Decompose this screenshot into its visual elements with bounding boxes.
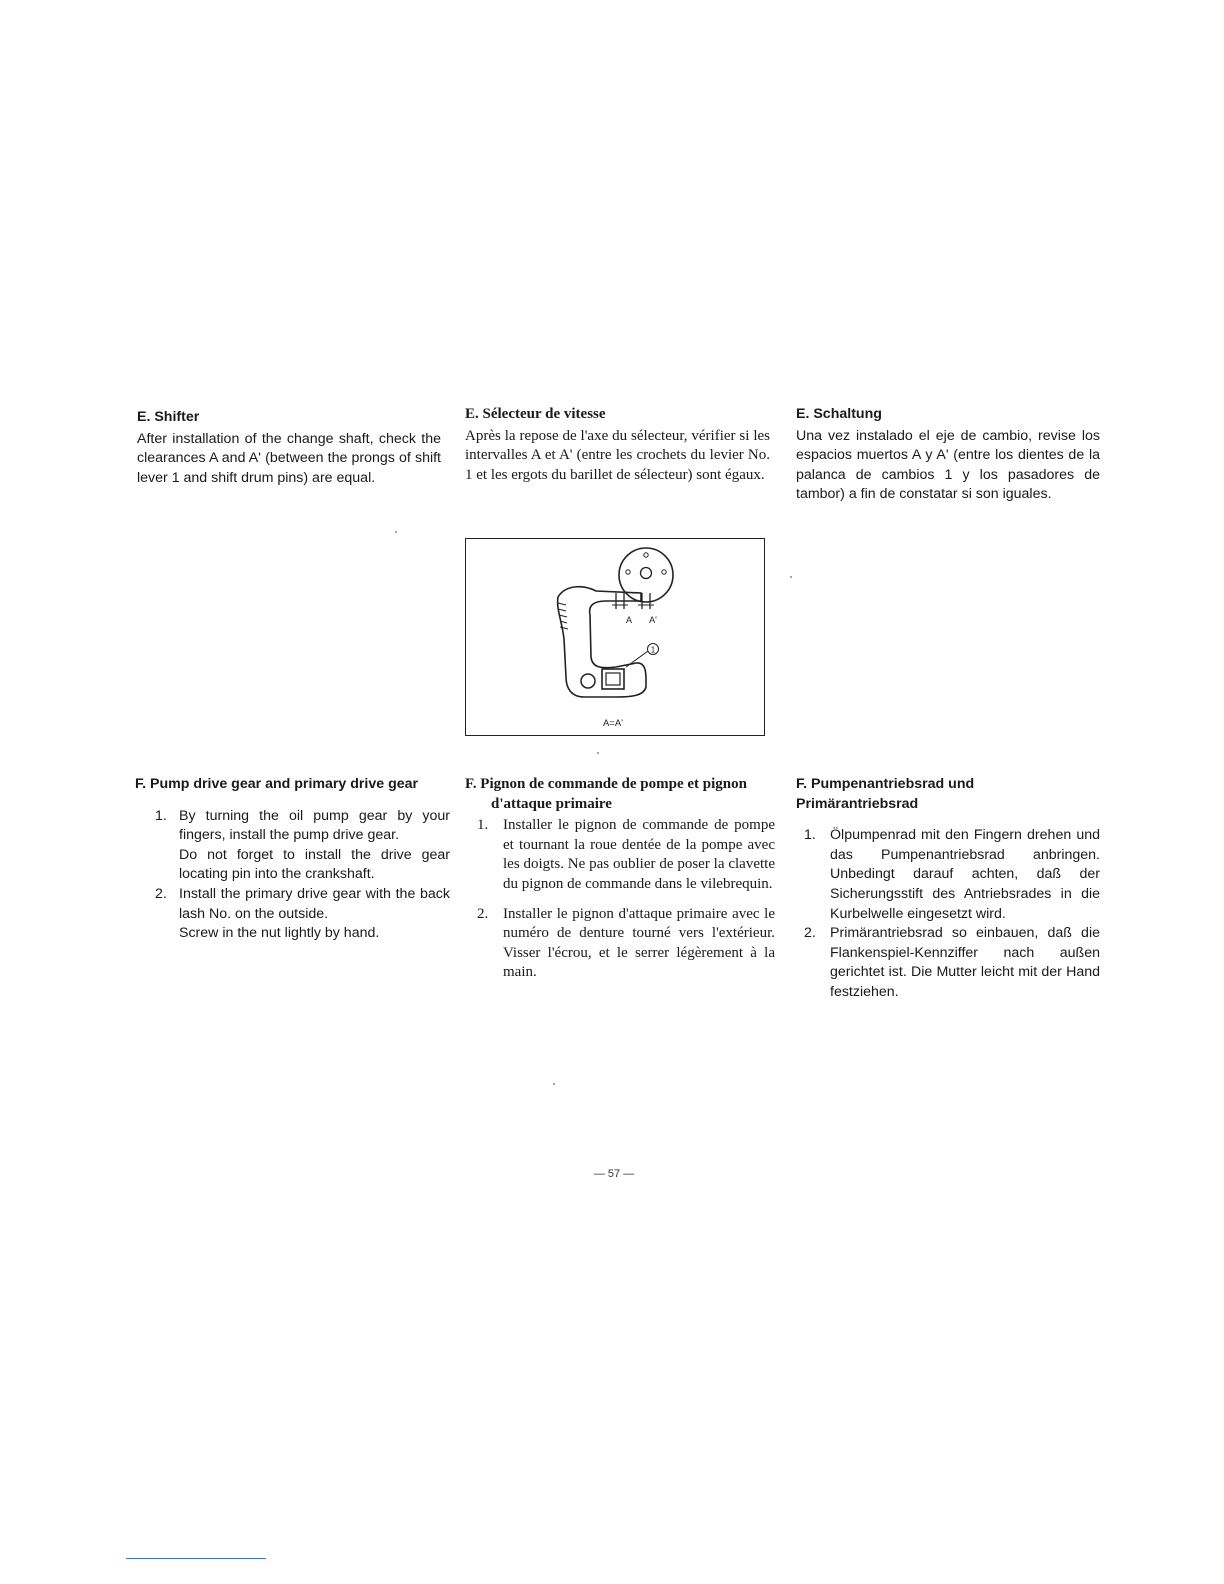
scan-speck xyxy=(395,531,397,533)
english-section-f xyxy=(135,775,450,944)
french-section-e-title: E. Sélecteur de vitesse xyxy=(465,406,606,422)
scan-speck xyxy=(597,752,599,754)
step-text: Do not forget to install the drive gear locating pin into the crankshaft. xyxy=(179,846,450,883)
list-item xyxy=(135,885,450,944)
list-item xyxy=(465,816,775,894)
footer-rule xyxy=(126,1558,266,1559)
list-item xyxy=(796,826,1100,924)
french-section-f-title: F. Pignon de commande de pompe et pignon d'attaque primaire xyxy=(465,776,747,812)
step-text: By turning the oil pump gear by your fingers, install the pump drive gear. xyxy=(179,807,450,844)
step-number: 2. xyxy=(155,885,167,902)
german-section-f xyxy=(796,775,1100,1003)
french-section-f xyxy=(465,775,775,983)
english-section-e-title: E. Shifter xyxy=(137,409,200,425)
figure-label-a-prime: A' xyxy=(649,615,657,625)
german-section-f-title: F. Pumpenantriebsrad und Primärantriebsrad xyxy=(796,776,975,812)
shift-lever-diagram xyxy=(466,539,763,734)
figure-caption: A=A' xyxy=(602,718,624,729)
step-number: 1. xyxy=(804,827,816,844)
french-section-e-body: Après la repose de l'axe du sélecteur, vérifier si les intervalles A et A' (entre les crochets du levier No. 1 et les ergots du barillet de sélecteur) sont égaux. xyxy=(465,427,770,483)
shift-lever-figure xyxy=(465,538,765,736)
step-text: Installer le pignon d'attaque primaire avec le numéro de denture tourné vers l'extérieur. Visser l'écrou, et le serrer légèrement à la main. xyxy=(503,905,775,981)
figure-label-a: A xyxy=(625,615,633,625)
list-item xyxy=(465,905,775,983)
list-item xyxy=(135,807,450,885)
spanish-section-e xyxy=(796,405,1100,505)
step-text: Install the primary drive gear with the back lash No. on the outside. xyxy=(179,885,450,922)
english-section-f-title: F. Pump drive gear and primary drive gear xyxy=(135,776,419,792)
french-section-f-steps xyxy=(465,816,775,983)
step-text: Primärantriebsrad so einbauen, daß die Flankenspiel-Kennziffer nach außen gerichtet ist. Die Mutter leicht mit der Hand festziehen. xyxy=(830,925,1100,1000)
page-number: — 57 — xyxy=(593,1168,635,1180)
french-section-e xyxy=(465,405,770,485)
step-number: 2. xyxy=(804,925,816,942)
step-number: 2. xyxy=(477,905,489,922)
list-item xyxy=(796,924,1100,1002)
step-text: Installer le pignon de commande de pompe et tournant la roue dentée de la pompe avec les doigts. Ne pas oublier de poser la clavette du pignon de commande dans le vilebrequin. xyxy=(503,817,775,892)
step-number: 1. xyxy=(155,807,167,824)
english-section-f-steps xyxy=(135,807,450,944)
step-number: 1. xyxy=(477,817,489,834)
spanish-section-e-title: E. Schaltung xyxy=(796,406,882,422)
step-text: Screw in the nut lightly by hand. xyxy=(179,925,380,942)
scan-speck xyxy=(553,1083,555,1085)
spanish-section-e-body: Una vez instalado el eje de cambio, revise los espacios muertos A y A' (entre los dientes de la palanca de cambios 1 y los pasadores de tambor) a fin de constatar si son iguales. xyxy=(796,427,1100,503)
english-section-e-body: After installation of the change shaft, check the clearances A and A' (between the prongs of shift lever 1 and shift drum pins) are equal. xyxy=(137,430,441,486)
scan-speck xyxy=(790,576,792,578)
german-section-f-steps xyxy=(796,826,1100,1002)
english-section-e xyxy=(137,408,441,488)
step-text: Ölpumpenrad mit den Fingern drehen und das Pumpenantriebsrad anbringen. Unbedingt darauf achten, daß der Sicherungsstift des Antriebsrades in die Kurbelwelle eingesetzt wird. xyxy=(830,827,1100,922)
figure-callout-1: 1 xyxy=(650,645,656,655)
